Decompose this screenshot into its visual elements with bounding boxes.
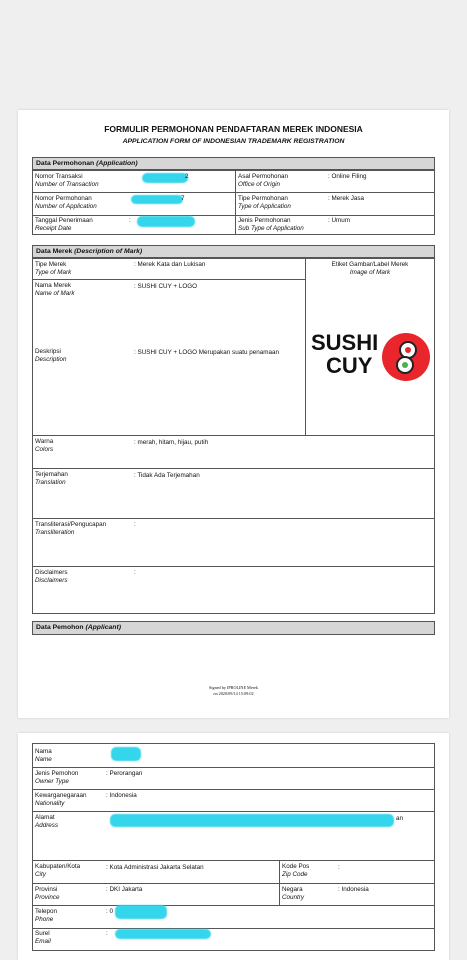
- label-description: Deskripsi Description: [35, 348, 67, 363]
- label-image-of-mark: Etiket Gambar/Label Merek Image of Mark: [331, 261, 409, 276]
- redacted-transaction-number: [142, 173, 188, 183]
- applicant-table: [32, 743, 435, 951]
- logo-text-cuy: CUY: [326, 353, 373, 378]
- value-sub-type: : Umum: [328, 217, 351, 224]
- value-transaction-number: 2: [185, 173, 189, 180]
- value-office-of-origin: : Online Filing: [328, 173, 367, 180]
- value-application-number: 7: [181, 195, 185, 202]
- redacted-application-number: [131, 195, 183, 204]
- label-nationality: Kewarganegaraan Nationality: [35, 792, 87, 807]
- section-application-title-en: (Application): [96, 160, 138, 167]
- form-page-1: [18, 110, 449, 718]
- form-title: FORMULIR PERMOHONAN PENDAFTARAN MEREK INDONESIA: [104, 124, 363, 134]
- redacted-email: [115, 929, 211, 939]
- label-disclaimers: Disclaimers Disclaimers: [35, 569, 68, 584]
- label-country: Negara Country: [282, 886, 305, 901]
- label-email: Surel Email: [35, 930, 51, 945]
- value-city: : Kota Administrasi Jakarta Selatan: [106, 864, 204, 871]
- value-province: : DKI Jakarta: [106, 886, 143, 893]
- redacted-receipt-date: [137, 216, 195, 227]
- sushi-roll-top-fill: [405, 347, 411, 353]
- value-colors: : merah, hitam, hijau, putih: [134, 439, 209, 446]
- section-applicant-header: [32, 621, 435, 635]
- value-name-of-mark: : SUSHI CUY + LOGO: [134, 283, 198, 290]
- label-province: Provinsi Province: [35, 886, 60, 901]
- mark-table: [32, 258, 435, 614]
- sushi-roll-bottom-fill: [402, 362, 408, 368]
- label-type-of-mark: Tipe Merek Type of Mark: [35, 261, 72, 276]
- label-owner-type: Jenis Pemohon Owner Type: [35, 770, 79, 785]
- label-application-number: Nomor Permohonan Number of Application: [35, 195, 97, 210]
- value-translation: : Tidak Ada Terjemahan: [134, 472, 200, 479]
- redacted-address: [110, 814, 394, 827]
- sushi-logo-icon: [311, 328, 433, 384]
- logo-text-sushi: SUSHI: [311, 330, 379, 355]
- section-mark-title: Data Merek: [36, 248, 73, 255]
- value-transliteration: :: [134, 521, 136, 528]
- value-email: :: [106, 930, 108, 937]
- label-name-of-mark: Nama Merek Name of Mark: [35, 282, 75, 297]
- label-transaction-number: Nomor Transaksi Number of Transaction: [35, 173, 99, 188]
- digital-signature: Signed by IPROLINE Merek on 2020/09/14 15:09:02: [209, 685, 258, 696]
- label-translation: Terjemahan Translation: [35, 471, 68, 486]
- value-country: : Indonesia: [338, 886, 369, 893]
- label-colors: Warna Colors: [35, 438, 54, 453]
- label-type-of-application: Tipe Permohonan Type of Application: [238, 195, 291, 210]
- form-page-2: [18, 733, 449, 960]
- section-applicant-title: Data Pemohon: [36, 624, 84, 631]
- value-type-of-mark: : Merek Kata dan Lukisan: [134, 261, 206, 268]
- section-mark-header: [32, 245, 435, 258]
- section-applicant-title-en: (Applicant): [85, 624, 121, 631]
- label-phone: Telepon Phone: [35, 908, 58, 923]
- label-address: Alamat Address: [35, 814, 59, 829]
- redacted-applicant-name: [111, 747, 141, 761]
- value-description: : SUSHI CUY + LOGO Merupakan suatu penamaan: [134, 349, 279, 356]
- label-zip-code: Kode Pos Zip Code: [282, 863, 310, 878]
- value-type-of-application: : Merek Jasa: [328, 195, 365, 202]
- section-application-title: Data Permohonan: [36, 160, 95, 167]
- value-address: an: [396, 815, 404, 822]
- label-receipt-date: Tanggal Penerimaan Receipt Date: [35, 217, 93, 232]
- label-sub-type: Jenis Permohonan Sub Type of Application: [238, 217, 304, 232]
- label-city: Kabupaten/Kota City: [35, 863, 81, 878]
- value-owner-type: : Perorangan: [106, 770, 143, 777]
- form-subtitle: APPLICATION FORM OF INDONESIAN TRADEMARK REGISTRATION: [122, 138, 345, 145]
- label-transliteration: Transliterasi/Pengucapan Transliteration: [35, 521, 107, 536]
- value-zip-code: :: [338, 864, 340, 871]
- section-mark-title-en: (Description of Mark): [74, 248, 143, 255]
- label-office-of-origin: Asal Permohonan Office of Origin: [238, 173, 289, 188]
- redacted-phone: [115, 905, 167, 919]
- value-receipt-date: :: [129, 217, 131, 224]
- value-phone: : 0: [106, 908, 114, 915]
- label-applicant-name: Nama Name: [35, 748, 52, 763]
- value-nationality: : Indonesia: [106, 792, 137, 799]
- section-application-header: [32, 157, 435, 170]
- value-disclaimers: :: [134, 569, 136, 576]
- mark-logo: [311, 328, 433, 384]
